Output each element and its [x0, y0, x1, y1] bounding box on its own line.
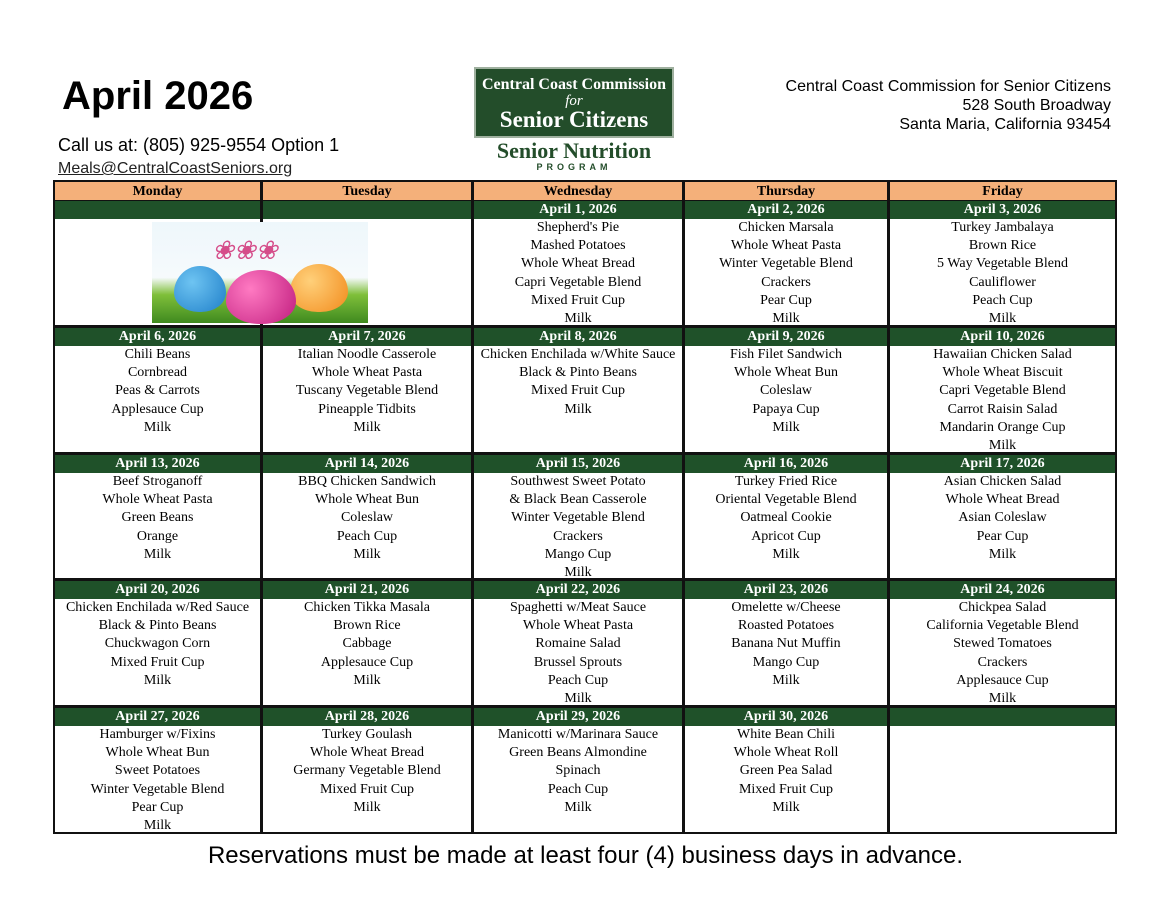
menu-item: Pear Cup	[976, 528, 1029, 544]
menu-item: Milk	[143, 546, 172, 562]
menu-item: Chicken Enchilada w/Red Sauce	[65, 600, 250, 615]
day-cell	[263, 328, 474, 455]
menu-item: Winter Vegetable Blend	[511, 510, 645, 526]
menu-item: Pear Cup	[131, 799, 184, 815]
menu-item: Whole Wheat Pasta	[311, 365, 423, 381]
menu-item: Crackers	[553, 528, 603, 544]
date-label: April 29, 2026	[474, 708, 682, 726]
weekday-header-friday: Friday	[890, 182, 1115, 201]
menu-item: Sweet Potatoes	[114, 763, 201, 779]
menu-item: Whole Wheat Pasta	[730, 238, 842, 254]
logo-subtitle: Senior Nutrition	[496, 138, 652, 163]
menu-item: Tuscany Vegetable Blend	[295, 383, 439, 399]
menu-item: Mixed Fruit Cup	[530, 383, 626, 399]
weekday-header-wednesday: Wednesday	[474, 182, 685, 201]
menu-item: Orange	[136, 528, 179, 544]
date-label: April 8, 2026	[474, 328, 682, 346]
weekday-header-monday: Monday	[55, 182, 263, 201]
menu-item: Hamburger w/Fixins	[99, 727, 216, 742]
menu-item: Black & Pinto Beans	[98, 618, 217, 634]
menu-item: Crackers	[761, 274, 811, 290]
menu-item: Peach Cup	[547, 672, 609, 688]
menu-item: Peas & Carrots	[115, 383, 200, 399]
menu-item: Oatmeal Cookie	[740, 510, 832, 526]
menu-item: Mixed Fruit Cup	[738, 781, 834, 797]
menu-item: Milk	[772, 799, 800, 815]
menu-list	[55, 599, 260, 690]
menu-item: Milk	[772, 672, 800, 688]
menu-item: Milk	[353, 546, 381, 562]
date-label	[55, 201, 260, 219]
menu-item: Oriental Vegetable Blend	[715, 492, 857, 508]
day-cell	[263, 708, 474, 832]
day-cell	[263, 201, 474, 328]
menu-item: Mixed Fruit Cup	[110, 654, 205, 670]
menu-item: Romaine Salad	[535, 636, 621, 652]
menu-item: Mixed Fruit Cup	[530, 292, 626, 308]
menu-item: Applesauce Cup	[111, 401, 204, 417]
menu-item: Brussel Sprouts	[533, 654, 623, 670]
weekday-header-row	[55, 182, 1115, 201]
date-label: April 20, 2026	[55, 581, 260, 599]
week-row	[55, 201, 1115, 328]
menu-item: Whole Wheat Pasta	[522, 618, 634, 634]
weekday-header-tuesday: Tuesday	[263, 182, 474, 201]
menu-item: Crackers	[977, 654, 1028, 670]
week-row	[55, 455, 1115, 581]
menu-list	[55, 346, 260, 437]
date-label: April 17, 2026	[890, 455, 1115, 473]
menu-item: Apricot Cup	[751, 528, 821, 544]
menu-item: Peach Cup	[972, 292, 1033, 308]
logo-line-1: Central Coast Commission	[482, 76, 666, 93]
menu-item: Whole Wheat Bun	[105, 745, 210, 761]
menu-item: Mango Cup	[752, 654, 820, 670]
day-cell	[685, 201, 890, 328]
menu-item: Milk	[772, 419, 800, 435]
menu-item: Milk	[564, 311, 592, 327]
menu-item: Milk	[353, 419, 381, 435]
menu-item: Milk	[564, 691, 592, 707]
menu-item: Applesauce Cup	[956, 672, 1049, 688]
menu-item: Green Beans	[121, 510, 194, 526]
menu-item: Papaya Cup	[752, 401, 820, 417]
menu-item: Whole Wheat Bread	[945, 492, 1060, 508]
menu-item: Milk	[988, 691, 1017, 707]
menu-item: Peach Cup	[547, 781, 609, 797]
menu-item: Chicken Marsala	[738, 220, 834, 235]
date-label: April 23, 2026	[685, 581, 887, 599]
date-label: April 10, 2026	[890, 328, 1115, 346]
day-cell	[55, 581, 263, 708]
date-label: April 28, 2026	[263, 708, 471, 726]
day-cell	[890, 708, 1115, 832]
menu-item: Asian Chicken Salad	[943, 474, 1062, 489]
organization-logo	[474, 67, 674, 138]
address-line-2: 528 South Broadway	[962, 97, 1111, 114]
menu-item: Chicken Enchilada w/White Sauce	[480, 347, 676, 362]
menu-item: Milk	[564, 799, 592, 815]
menu-item: White Bean Chili	[737, 727, 835, 742]
menu-item: Turkey Jambalaya	[951, 220, 1054, 235]
date-label: April 13, 2026	[55, 455, 260, 473]
menu-item: Chicken Tikka Masala	[304, 600, 430, 615]
day-cell	[685, 708, 890, 832]
blue-egg	[174, 266, 226, 312]
day-cell	[474, 201, 685, 328]
menu-list	[55, 473, 260, 564]
menu-item: Milk	[353, 672, 381, 688]
menu-item: Mango Cup	[544, 546, 612, 562]
menu-list	[890, 346, 1115, 455]
address-line-3: Santa Maria, California 93454	[899, 116, 1111, 133]
menu-item: Banana Nut Muffin	[731, 636, 841, 652]
menu-item: Shepherd's Pie	[536, 220, 620, 235]
menu-item: Whole Wheat Biscuit	[942, 365, 1063, 381]
weekday-header-thursday: Thursday	[685, 182, 890, 201]
date-label: April 21, 2026	[263, 581, 471, 599]
menu-item: Whole Wheat Bun	[734, 365, 838, 381]
menu-item: Italian Noodle Casserole	[297, 347, 437, 362]
menu-list	[55, 726, 260, 835]
menu-item: Milk	[772, 311, 800, 327]
logo-line-2: for	[565, 93, 583, 109]
menu-item: Black & Pinto Beans	[519, 365, 637, 381]
menu-list	[685, 473, 887, 564]
menu-item: Beef Stroganoff	[112, 474, 203, 489]
menu-item: Pear Cup	[760, 292, 812, 308]
email-link[interactable]: Meals@CentralCoastSeniors.org	[58, 160, 293, 177]
menu-item: Whole Wheat Bread	[520, 256, 636, 272]
menu-list	[890, 599, 1115, 708]
menu-list	[263, 346, 471, 437]
menu-item: Brown Rice	[333, 618, 401, 634]
menu-item: Turkey Fried Rice	[734, 474, 838, 489]
menu-item: BBQ Chicken Sandwich	[298, 474, 436, 489]
menu-item: Applesauce Cup	[320, 654, 414, 670]
menu-item: Asian Coleslaw	[958, 510, 1047, 526]
menu-list	[263, 726, 471, 817]
day-cell	[263, 581, 474, 708]
menu-list	[685, 726, 887, 817]
day-cell	[55, 328, 263, 455]
menu-item: Turkey Goulash	[321, 727, 413, 742]
day-cell	[685, 455, 890, 581]
menu-item: Southwest Sweet Potato	[510, 474, 646, 489]
menu-item: Capri Vegetable Blend	[514, 274, 642, 290]
menu-list	[685, 599, 887, 690]
menu-item: Chili Beans	[124, 347, 191, 362]
date-label: April 16, 2026	[685, 455, 887, 473]
menu-item: Coleslaw	[759, 383, 813, 399]
menu-item: Milk	[143, 419, 172, 435]
menu-item: Green Beans Almondine	[509, 745, 647, 761]
menu-item: Carrot Raisin Salad	[947, 401, 1058, 417]
date-label	[890, 708, 1115, 726]
menu-item: Milk	[988, 546, 1017, 562]
menu-item: Manicotti w/Marinara Sauce	[497, 727, 659, 742]
menu-list	[890, 219, 1115, 328]
menu-list	[263, 473, 471, 564]
day-cell	[685, 581, 890, 708]
day-cell	[890, 328, 1115, 455]
menu-item: Whole Wheat Bread	[309, 745, 425, 761]
menu-item: Whole Wheat Bun	[315, 492, 419, 508]
address-line-1: Central Coast Commission for Senior Citizens	[785, 78, 1111, 95]
date-label: April 27, 2026	[55, 708, 260, 726]
menu-item: Cauliflower	[969, 274, 1036, 290]
week-row	[55, 581, 1115, 708]
page-title: April 2026	[62, 74, 254, 118]
menu-calendar	[53, 180, 1117, 834]
menu-item: Mandarin Orange Cup	[939, 419, 1066, 435]
menu-item: Milk	[988, 438, 1017, 454]
menu-list	[263, 599, 471, 690]
menu-item: Mixed Fruit Cup	[319, 781, 415, 797]
logo-line-3: Senior Citizens	[499, 107, 649, 132]
menu-list	[474, 599, 682, 708]
menu-item: Milk	[564, 565, 592, 581]
day-cell	[55, 455, 263, 581]
logo-program: PROGRAM	[536, 162, 612, 172]
menu-item: Roasted Potatoes	[737, 618, 835, 634]
week-row	[55, 708, 1115, 832]
menu-item: & Black Bean Casserole	[509, 492, 647, 508]
address-block	[786, 77, 1111, 134]
day-cell	[685, 328, 890, 455]
menu-item: Stewed Tomatoes	[953, 636, 1052, 652]
menu-item: Coleslaw	[340, 510, 394, 526]
menu-item: Milk	[143, 672, 172, 688]
menu-item: Mashed Potatoes	[530, 238, 626, 254]
menu-item: Milk	[143, 818, 172, 834]
date-label	[263, 201, 471, 219]
menu-item: Milk	[353, 799, 381, 815]
menu-item: Winter Vegetable Blend	[719, 256, 853, 272]
phone-number: Call us at: (805) 925-9554 Option 1	[58, 135, 340, 155]
date-label: April 6, 2026	[55, 328, 260, 346]
menu-list	[890, 473, 1115, 564]
easter-script-icon: ❀❀❀	[212, 236, 278, 266]
date-label: April 24, 2026	[890, 581, 1115, 599]
day-cell	[890, 581, 1115, 708]
date-label: April 14, 2026	[263, 455, 471, 473]
menu-item: Pineapple Tidbits	[318, 401, 416, 417]
date-label: April 9, 2026	[685, 328, 887, 346]
day-cell	[474, 328, 685, 455]
date-label: April 15, 2026	[474, 455, 682, 473]
menu-item: Brown Rice	[968, 238, 1037, 254]
menu-list	[474, 219, 682, 328]
menu-item: Whole Wheat Pasta	[102, 492, 213, 508]
day-cell	[55, 201, 278, 328]
menu-list	[474, 726, 682, 817]
menu-list	[474, 346, 682, 419]
menu-item: Fish Filet Sandwich	[729, 347, 842, 362]
menu-item: California Vegetable Blend	[926, 618, 1079, 634]
menu-item: Germany Vegetable Blend	[293, 763, 441, 779]
menu-item: Winter Vegetable Blend	[90, 781, 225, 797]
menu-item: Chuckwagon Corn	[104, 636, 211, 652]
menu-item: Green Pea Salad	[739, 763, 833, 779]
reservation-notice: Reservations must be made at least four (4) business days in advance.	[207, 842, 964, 869]
week-row	[55, 328, 1115, 455]
menu-item: Milk	[564, 401, 592, 417]
menu-list	[685, 219, 887, 328]
menu-item: Hawaiian Chicken Salad	[933, 347, 1072, 362]
menu-item: Whole Wheat Roll	[733, 745, 839, 761]
menu-item: Cornbread	[127, 365, 188, 381]
date-label: April 22, 2026	[474, 581, 682, 599]
day-cell	[474, 581, 685, 708]
menu-item: Peach Cup	[336, 528, 398, 544]
day-cell	[474, 455, 685, 581]
day-cell	[890, 201, 1115, 328]
date-label: April 30, 2026	[685, 708, 887, 726]
menu-item: Omelette w/Cheese	[731, 600, 841, 615]
menu-item: 5 Way Vegetable Blend	[937, 256, 1068, 272]
day-cell	[890, 455, 1115, 581]
menu-item: Spinach	[555, 763, 601, 779]
menu-item: Chickpea Salad	[958, 600, 1047, 615]
day-cell	[474, 708, 685, 832]
menu-item: Capri Vegetable Blend	[939, 383, 1066, 399]
date-label: April 1, 2026	[474, 201, 682, 219]
date-label: April 2, 2026	[685, 201, 887, 219]
menu-item: Milk	[988, 311, 1017, 327]
menu-item: Milk	[772, 546, 800, 562]
menu-list	[474, 473, 682, 582]
day-cell	[263, 455, 474, 581]
date-label: April 3, 2026	[890, 201, 1115, 219]
menu-item: Cabbage	[342, 636, 392, 652]
day-cell	[55, 708, 263, 832]
date-label: April 7, 2026	[263, 328, 471, 346]
menu-item: Spaghetti w/Meat Sauce	[509, 600, 647, 615]
menu-list	[685, 346, 887, 437]
